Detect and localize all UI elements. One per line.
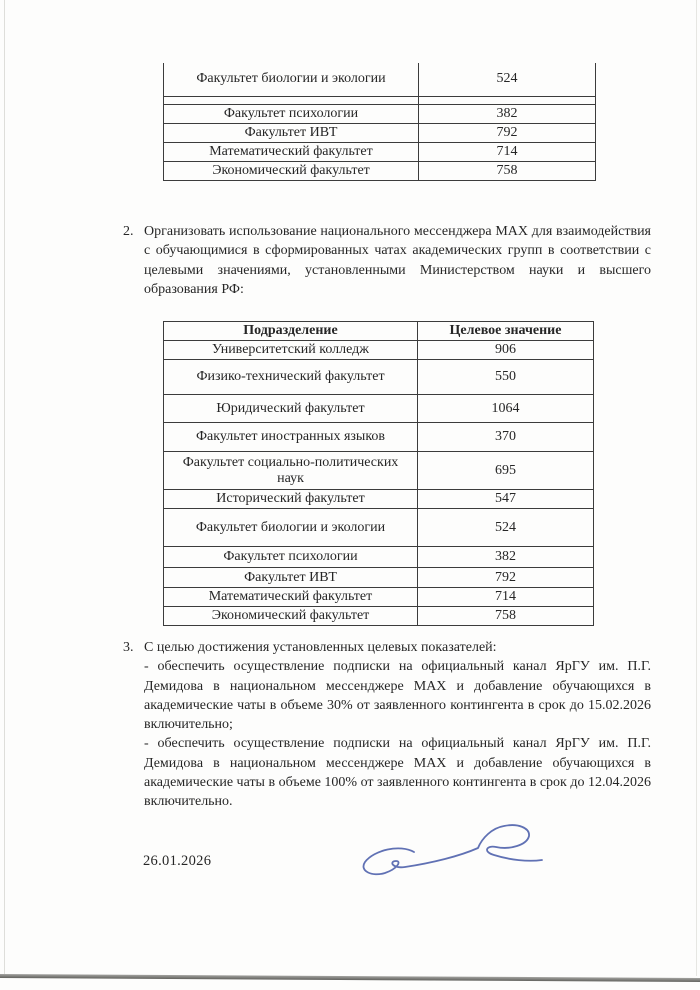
department-cell: Факультет психологии xyxy=(164,104,419,123)
table-row xyxy=(164,161,596,180)
faculty-table-continued xyxy=(163,63,596,181)
table-row xyxy=(164,607,594,626)
header-target: Целевое значение xyxy=(418,322,594,341)
table-row xyxy=(164,360,594,395)
value-cell: 382 xyxy=(419,104,596,123)
table-row xyxy=(164,452,594,490)
scan-edge-left xyxy=(4,0,5,974)
value-cell: 524 xyxy=(419,63,596,96)
department-cell: Факультет биологии и экологии xyxy=(164,63,419,96)
table-row xyxy=(164,588,594,607)
table-row xyxy=(164,395,594,423)
item3-bullet-1: - обеспечить осуществление подписки на официальный канал ЯрГУ им. П.Г. Демидова в национальном мессенджере MAX и добавление обучающихся в академические чаты в объеме 30% от заявленного контингента в срок до 15.02.2026 включительно; xyxy=(144,659,651,733)
signature-ink xyxy=(352,818,552,890)
department-cell: Математический факультет xyxy=(164,142,419,161)
value-cell: 906 xyxy=(418,341,594,360)
department-cell: Экономический факультет xyxy=(164,161,419,180)
scan-edge-bottom xyxy=(0,974,700,982)
table-row xyxy=(164,63,596,96)
table-row xyxy=(164,123,596,142)
department-cell: Математический факультет xyxy=(164,588,418,607)
list-item-2 xyxy=(123,222,651,299)
list-item-text: Организовать использование национального мессенджера MAX для взаимодействия с обучающимися в сформированных чатах академических групп в соответствии с целевыми значениями, установленными Министерством науки и высшего образования РФ: xyxy=(144,224,651,297)
list-number: 2. xyxy=(123,224,134,239)
targets-table xyxy=(163,321,594,626)
department-cell: Исторический факультет xyxy=(164,490,418,509)
signature-stroke xyxy=(363,825,542,874)
value-cell: 792 xyxy=(418,568,594,588)
list-number: 3. xyxy=(123,640,134,655)
header-department: Подразделение xyxy=(164,322,418,341)
table-row xyxy=(164,568,594,588)
spacer-row xyxy=(164,96,596,104)
value-cell: 758 xyxy=(418,607,594,626)
table-row xyxy=(164,490,594,509)
department-cell: Факультет психологии xyxy=(164,547,418,568)
department-cell: Факультет ИВТ xyxy=(164,568,418,588)
table-row xyxy=(164,142,596,161)
table-row xyxy=(164,104,596,123)
list-item-text xyxy=(144,638,651,812)
value-cell: 714 xyxy=(418,588,594,607)
department-cell: Физико-технический факультет xyxy=(164,360,418,395)
table-row xyxy=(164,341,594,360)
value-cell: 792 xyxy=(419,123,596,142)
value-cell: 1064 xyxy=(418,395,594,423)
table-row xyxy=(164,547,594,568)
value-cell: 382 xyxy=(418,547,594,568)
table-row xyxy=(164,509,594,547)
list-item-3 xyxy=(123,638,651,812)
value-cell: 547 xyxy=(418,490,594,509)
department-cell: Факультет биологии и экологии xyxy=(164,509,418,547)
department-cell: Факультет социально-политических наук xyxy=(164,452,418,490)
value-cell: 695 xyxy=(418,452,594,490)
value-cell: 550 xyxy=(418,360,594,395)
document-date: 26.01.2026 xyxy=(143,853,212,869)
department-cell: Юридический факультет xyxy=(164,395,418,423)
department-cell: Факультет ИВТ xyxy=(164,123,419,142)
table-row xyxy=(164,423,594,452)
department-cell: Факультет иностранных языков xyxy=(164,423,418,452)
value-cell: 370 xyxy=(418,423,594,452)
value-cell: 524 xyxy=(418,509,594,547)
department-cell: Университетский колледж xyxy=(164,341,418,360)
department-cell: Экономический факультет xyxy=(164,607,418,626)
item3-bullet-2: - обеспечить осуществление подписки на официальный канал ЯрГУ им. П.Г. Демидова в национальном мессенджере MAX и добавление обучающихся в академические чаты в объеме 100% от заявленного контингента в срок до 12.04.2026 включительно. xyxy=(144,736,651,810)
table-header-row xyxy=(164,322,594,341)
value-cell: 758 xyxy=(419,161,596,180)
scan-edge-right xyxy=(696,0,697,976)
value-cell: 714 xyxy=(419,142,596,161)
item3-intro: С целью достижения установленных целевых показателей: xyxy=(144,640,497,655)
